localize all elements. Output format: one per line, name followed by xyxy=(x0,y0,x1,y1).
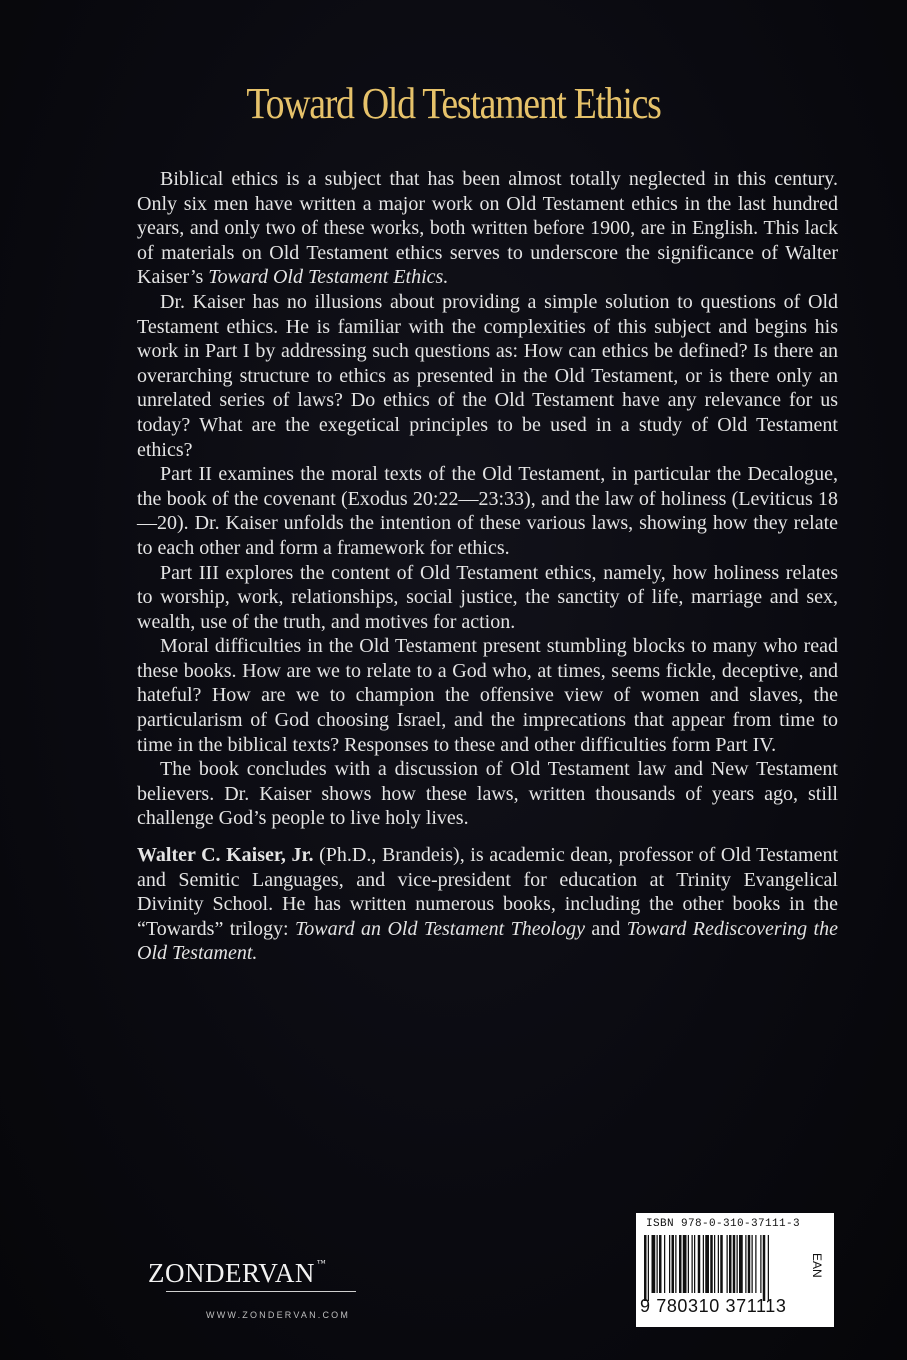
author-bio xyxy=(137,843,838,966)
barcode-bar xyxy=(768,1235,769,1301)
isbn-label: ISBN 978-0-310-37111-3 xyxy=(646,1218,801,1230)
barcode-bar xyxy=(688,1235,689,1293)
barcode-bar xyxy=(705,1235,709,1293)
barcode-bar xyxy=(644,1235,647,1301)
trademark-symbol: ™ xyxy=(316,1258,327,1268)
barcode-bar xyxy=(694,1235,695,1293)
publisher-wordmark xyxy=(148,1258,326,1289)
barcode-bar xyxy=(733,1235,736,1293)
ean-label: EAN xyxy=(810,1253,824,1278)
barcode-bar xyxy=(739,1235,743,1293)
author-bio-text: (Ph.D., Brandeis), is academic dean, professor of Old Testament and Semitic Languages, and vice-president for education at Trinity Evangelical Divinity School. He has written numerous books, including the other books in the “Towards” trilogy: xyxy=(137,844,838,940)
paragraph-1-text: Biblical ethics is a subject that has been almost totally neglected in this century. Only six men have written a major work on Old Testament ethics in the last hundred years, and only two of these works, both written before 1900, are in English. This lack of materials on Old Testament ethics serves to underscore the significance of Walter Kaiser’s xyxy=(137,168,838,289)
barcode-bar xyxy=(652,1235,656,1293)
paragraph-6: The book concludes with a discussion of Old Testament law and New Testament believers. Dr. Kaiser shows how these laws, written thousands of years ago, still challenge God’s people to live holy lives. xyxy=(137,758,838,830)
bio-and: and xyxy=(585,917,627,940)
barcode-bar xyxy=(755,1235,756,1293)
paragraph-4: Part III explores the content of Old Testament ethics, namely, how holiness relates to worship, work, relationships, social justice, the sanctity of life, marriage and sex, wealth, use of the truth, and motives for action. xyxy=(137,561,838,633)
barcode-bar xyxy=(664,1235,665,1293)
publisher-logo xyxy=(148,1258,378,1328)
barcode-bar xyxy=(672,1235,675,1293)
barcode-bar xyxy=(657,1235,658,1293)
barcode-bar xyxy=(683,1235,687,1293)
barcode-bar xyxy=(720,1235,723,1293)
barcode-bar xyxy=(763,1235,766,1301)
barcode-bar xyxy=(679,1235,682,1293)
ean-digits: 9 780310 371113 xyxy=(640,1296,787,1316)
barcode-bar xyxy=(729,1235,732,1293)
book-title: Toward Old Testament Ethics xyxy=(246,79,661,128)
paragraph-3: Part II examines the moral texts of the Old Testament, in particular the Decalogue, the book of the covenant (Exodus 20:22—23:33), and the law of holiness (Leviticus 18—20). Dr. Kaiser unfolds the intention of these various laws, showing how they relate to each other and form a framework for ethics. xyxy=(137,463,838,559)
barcode-bar xyxy=(648,1235,649,1301)
barcode-bar xyxy=(737,1235,738,1293)
book-ref-2: Toward Rediscovering the Old Testament. xyxy=(137,917,838,965)
book-ref-1: Toward an Old Testament Theology xyxy=(295,917,586,940)
barcode-bar xyxy=(745,1235,746,1293)
blurb xyxy=(137,167,838,966)
paragraph-2: Dr. Kaiser has no illusions about providing a simple solution to questions of Old Testament ethics. He is familiar with the complexities of this subject and begins his work in Part I by addressing such questions as: How can ethics be defined? Is there an overarching structure to ethics as presented in the Old Testament, or is there only an unrelated series of laws? Do ethics of the Old Testament have any relevance for us today? What are the exegetical principles to be used in a study of Old Testament ethics? xyxy=(137,290,838,461)
paragraph-1-title-ref: Toward Old Testament Ethics. xyxy=(208,266,449,289)
barcode-bar xyxy=(714,1235,715,1293)
barcode-bar xyxy=(760,1235,761,1293)
barcode-bar xyxy=(675,1235,676,1293)
barcode-bar xyxy=(703,1235,704,1293)
logo-rule xyxy=(166,1291,356,1292)
barcode-bar xyxy=(748,1235,751,1293)
barcode-bar xyxy=(710,1235,713,1293)
paragraph-1 xyxy=(137,167,838,290)
barcode-bar xyxy=(718,1235,719,1293)
barcode-panel xyxy=(636,1213,834,1327)
publisher-url: WWW.ZONDERVAN.COM xyxy=(206,1310,351,1320)
barcode-bar xyxy=(727,1235,728,1293)
barcode-bar xyxy=(669,1235,670,1293)
barcode-bar xyxy=(659,1235,662,1293)
barcode-bar xyxy=(698,1235,701,1293)
barcode-bar xyxy=(752,1235,753,1293)
author-name: Walter C. Kaiser, Jr. xyxy=(137,844,314,867)
barcode-bar xyxy=(692,1235,693,1293)
publisher-name: ZONDERVAN xyxy=(148,1258,315,1288)
paragraph-5: Moral difficulties in the Old Testament present stumbling blocks to many who read these books. How are we to relate to a God who, at times, seems fickle, deceptive, and hateful? How are we to champion the offensive view of women and slaves, the particularism of God choosing Israel, and the imprecations that appear from time to time in the biblical texts? Responses to these and other difficulties form Part IV. xyxy=(137,635,838,756)
